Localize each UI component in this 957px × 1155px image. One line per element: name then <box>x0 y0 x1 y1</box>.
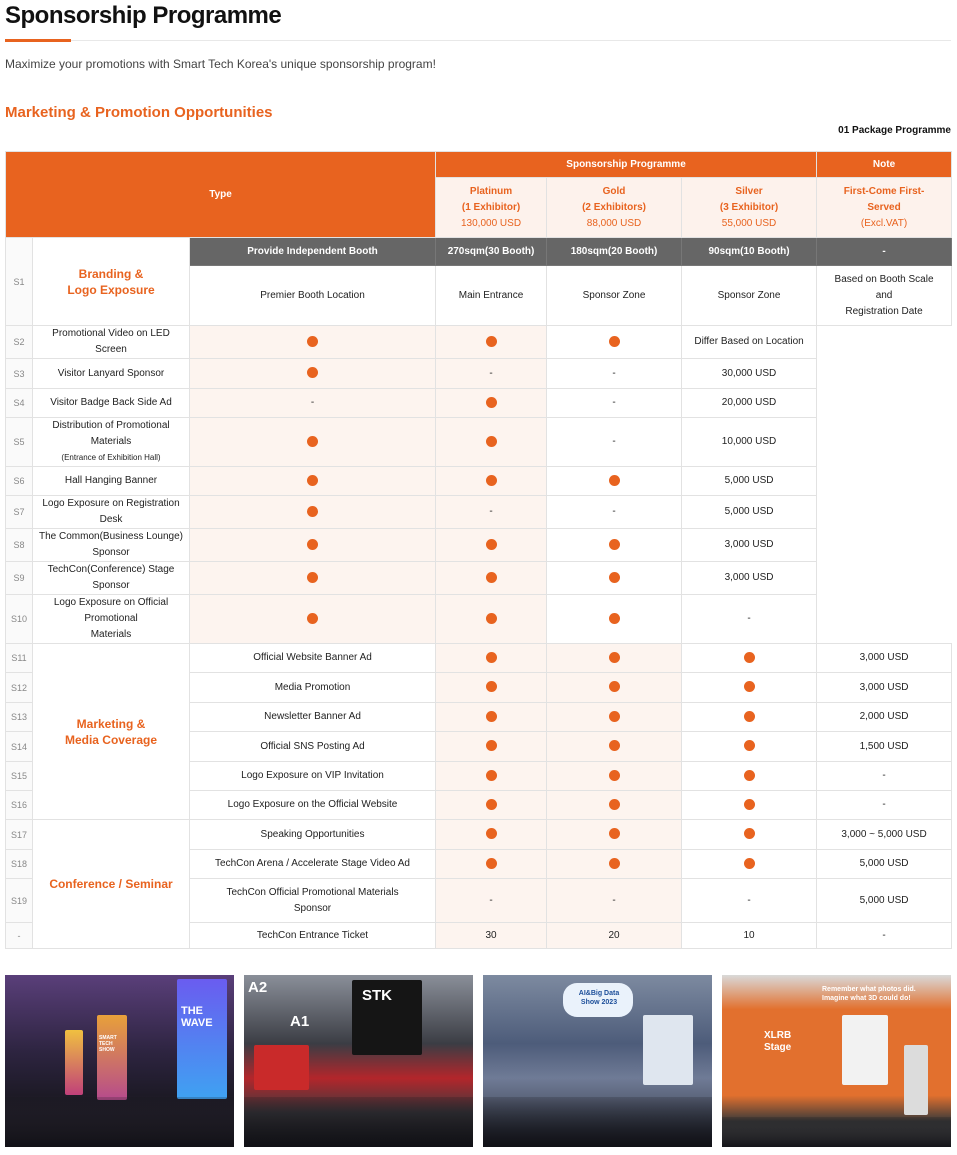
row-code: S5 <box>6 418 33 467</box>
cell-note: Differ Based on Location <box>682 326 817 359</box>
booth-gold: 180sqm(20 Booth) <box>547 238 682 266</box>
included-dot-icon <box>486 336 497 347</box>
included-dot-icon <box>744 828 755 839</box>
cell-gold <box>547 644 682 673</box>
row-item: Premier Booth Location <box>190 266 436 326</box>
row-item: TechCon Official Promotional Materials Sponsor <box>190 879 436 923</box>
row-code: S3 <box>6 359 33 389</box>
cell-silver <box>547 467 682 496</box>
row-code: S4 <box>6 389 33 418</box>
row-item: Official SNS Posting Ad <box>190 732 436 762</box>
row-code: S19 <box>6 879 33 923</box>
included-dot-icon <box>744 770 755 781</box>
table-row <box>6 389 952 418</box>
package-label: 01 Package Programme <box>838 125 951 136</box>
cell-note: - <box>817 791 952 820</box>
cell-silver <box>682 820 817 850</box>
cell-silver <box>547 326 682 359</box>
cell-silver <box>547 529 682 562</box>
cell-gold <box>547 820 682 850</box>
row-item: Promotional Video on LED Screen <box>33 326 190 359</box>
cell-silver: - <box>547 418 682 467</box>
title-accent-bar <box>5 39 71 42</box>
table-row <box>6 529 952 562</box>
included-dot-icon <box>486 539 497 550</box>
programme-header: Sponsorship Programme <box>436 152 817 178</box>
cell-platinum: 30 <box>436 923 547 949</box>
cell-silver <box>682 673 817 703</box>
cell-platinum <box>190 418 436 467</box>
cell-note: 3,000 ~ 5,000 USD <box>817 820 952 850</box>
cell-platinum <box>190 562 436 595</box>
table-row <box>6 326 952 359</box>
included-dot-icon <box>486 436 497 447</box>
included-dot-icon <box>744 652 755 663</box>
cell-silver <box>682 791 817 820</box>
cell-gold: - <box>436 359 547 389</box>
table-row <box>6 562 952 595</box>
cell-silver <box>682 762 817 791</box>
included-dot-icon <box>744 740 755 751</box>
included-dot-icon <box>609 572 620 583</box>
included-dot-icon <box>609 858 620 869</box>
cell-gold <box>436 389 547 418</box>
cell-silver <box>547 562 682 595</box>
led-pillar-shape <box>65 1030 83 1095</box>
cell-note: - <box>817 762 952 791</box>
included-dot-icon <box>744 711 755 722</box>
included-dot-icon <box>609 740 620 751</box>
cell-gold: Sponsor Zone <box>547 266 682 326</box>
cell-silver: - <box>547 389 682 418</box>
included-dot-icon <box>486 740 497 751</box>
included-dot-icon <box>307 475 318 486</box>
photo-sign: A1 <box>290 1013 310 1030</box>
intro-text: Maximize your promotions with Smart Tech Korea's unique sponsorship program! <box>5 57 436 71</box>
booth-note: - <box>817 238 952 266</box>
table-body <box>6 326 952 949</box>
row-item: Logo Exposure on VIP Invitation <box>190 762 436 791</box>
cell-gold: 20 <box>547 923 682 949</box>
included-dot-icon <box>486 652 497 663</box>
photo-sign: AI&Big Data Show 2023 <box>578 990 620 1006</box>
table-row <box>6 359 952 389</box>
note-column-header: First-Come First- Served (Excl.VAT) <box>817 178 952 238</box>
row-code: S10 <box>6 595 33 644</box>
row-item: Official Website Banner Ad <box>190 644 436 673</box>
included-dot-icon <box>486 858 497 869</box>
row-item: Media Promotion <box>190 673 436 703</box>
row-code: S18 <box>6 850 33 879</box>
photo-sign: STK <box>362 987 392 1004</box>
display-shape <box>842 1015 888 1085</box>
row-code: S16 <box>6 791 33 820</box>
cell-platinum <box>190 496 436 529</box>
cell-platinum <box>436 762 547 791</box>
podium-shape <box>904 1045 928 1115</box>
row-item: Visitor Lanyard Sponsor <box>33 359 190 389</box>
cell-note: - <box>817 923 952 949</box>
cell-platinum <box>436 703 547 732</box>
note-header: Note <box>817 152 952 178</box>
photo-strip <box>5 975 951 1147</box>
included-dot-icon <box>609 652 620 663</box>
cell-platinum: Main Entrance <box>436 266 547 326</box>
table-row <box>6 238 952 266</box>
cell-silver <box>682 732 817 762</box>
booth-silver: 90sqm(10 Booth) <box>682 238 817 266</box>
row-item: Visitor Badge Back Side Ad <box>33 389 190 418</box>
cell-platinum: - <box>190 389 436 418</box>
row-item: Hall Hanging Banner <box>33 467 190 496</box>
cell-note: 5,000 USD <box>817 850 952 879</box>
exhibition-entrance-photo <box>244 975 473 1147</box>
type-header: Type <box>6 152 436 238</box>
photo-sign: SMART TECH SHOW <box>99 1035 117 1053</box>
sponsorship-table <box>5 151 952 949</box>
cell-gold <box>436 467 547 496</box>
table-row <box>6 418 952 467</box>
included-dot-icon <box>307 436 318 447</box>
cell-note: 10,000 USD <box>682 418 817 467</box>
table-row <box>6 595 952 644</box>
included-dot-icon <box>744 858 755 869</box>
cell-platinum <box>436 791 547 820</box>
row-item: TechCon(Conference) Stage Sponsor <box>33 562 190 595</box>
included-dot-icon <box>609 613 620 624</box>
row-item: Newsletter Banner Ad <box>190 703 436 732</box>
included-dot-icon <box>486 613 497 624</box>
row-code: S13 <box>6 703 33 732</box>
cell-silver: - <box>682 879 817 923</box>
cell-note: 2,000 USD <box>817 703 952 732</box>
row-code: S9 <box>6 562 33 595</box>
included-dot-icon <box>307 572 318 583</box>
cell-note: 3,000 USD <box>817 644 952 673</box>
cell-note: 20,000 USD <box>682 389 817 418</box>
included-dot-icon <box>307 539 318 550</box>
row-code: S14 <box>6 732 33 762</box>
included-dot-icon <box>486 799 497 810</box>
cell-silver: Sponsor Zone <box>682 266 817 326</box>
included-dot-icon <box>744 799 755 810</box>
led-pillar-shape <box>97 1015 127 1100</box>
cell-gold <box>436 418 547 467</box>
included-dot-icon <box>609 770 620 781</box>
included-dot-icon <box>609 799 620 810</box>
table-row <box>6 820 952 850</box>
cell-gold <box>547 762 682 791</box>
row-item: Speaking Opportunities <box>190 820 436 850</box>
row-code: S6 <box>6 467 33 496</box>
photo-sign: THE WAVE <box>181 1005 213 1029</box>
cell-note: 5,000 USD <box>817 879 952 923</box>
row-item: Logo Exposure on Registration Desk <box>33 496 190 529</box>
cell-silver: 10 <box>682 923 817 949</box>
table-row <box>6 496 952 529</box>
crowd-shape <box>244 1097 473 1147</box>
cell-note: Based on Booth Scale and Registration Date <box>817 266 952 326</box>
included-dot-icon <box>486 770 497 781</box>
row-item: Distribution of Promotional Materials (Entrance of Exhibition Hall) <box>33 418 190 467</box>
included-dot-icon <box>609 681 620 692</box>
led-screen-shape <box>177 979 227 1099</box>
row-code: S15 <box>6 762 33 791</box>
row-code: S2 <box>6 326 33 359</box>
title-divider <box>5 40 951 41</box>
crowd-shape <box>5 1097 234 1147</box>
cell-platinum <box>190 359 436 389</box>
cell-platinum <box>436 673 547 703</box>
cell-gold <box>436 326 547 359</box>
cell-silver <box>547 595 682 644</box>
included-dot-icon <box>609 828 620 839</box>
booth-label: Provide Independent Booth <box>190 238 436 266</box>
cell-note: 3,000 USD <box>682 529 817 562</box>
included-dot-icon <box>609 475 620 486</box>
cell-silver <box>682 644 817 673</box>
cell-platinum <box>436 820 547 850</box>
group-branding: Branding & Logo Exposure <box>33 238 190 326</box>
cell-note: 3,000 USD <box>682 562 817 595</box>
included-dot-icon <box>486 681 497 692</box>
tier-platinum: Platinum (1 Exhibitor) 130,000 USD <box>436 178 547 238</box>
included-dot-icon <box>609 711 620 722</box>
row-code: S17 <box>6 820 33 850</box>
exhibition-hall-photo <box>483 975 712 1147</box>
booth-wall-shape <box>643 1015 693 1085</box>
group-marketing: Marketing & Media Coverage <box>33 644 190 820</box>
row-item: Logo Exposure on the Official Website <box>190 791 436 820</box>
cell-gold <box>547 732 682 762</box>
cell-platinum <box>190 467 436 496</box>
row-code: S11 <box>6 644 33 673</box>
exhibition-crowd-photo <box>5 975 234 1147</box>
booth-platinum: 270sqm(30 Booth) <box>436 238 547 266</box>
included-dot-icon <box>609 539 620 550</box>
cell-note: 5,000 USD <box>682 467 817 496</box>
cell-gold <box>547 850 682 879</box>
included-dot-icon <box>486 828 497 839</box>
cell-gold: - <box>436 496 547 529</box>
cell-platinum <box>190 595 436 644</box>
cell-note: 1,500 USD <box>817 732 952 762</box>
row-item: The Common(Business Lounge) Sponsor <box>33 529 190 562</box>
cell-note: 30,000 USD <box>682 359 817 389</box>
table-row <box>6 644 952 673</box>
cell-gold <box>547 673 682 703</box>
stage-speaker-photo <box>722 975 951 1147</box>
row-item: TechCon Entrance Ticket <box>190 923 436 949</box>
cell-platinum <box>190 326 436 359</box>
section-title: Marketing & Promotion Opportunities <box>5 104 273 121</box>
red-booth-shape <box>254 1045 309 1090</box>
included-dot-icon <box>486 475 497 486</box>
cell-platinum <box>436 850 547 879</box>
cell-platinum: - <box>436 879 547 923</box>
cell-silver: - <box>547 359 682 389</box>
row-code: S12 <box>6 673 33 703</box>
row-code: - <box>6 923 33 949</box>
cell-gold <box>547 703 682 732</box>
table-row <box>6 467 952 496</box>
crowd-shape <box>483 1097 712 1147</box>
row-item: Logo Exposure on Official Promotional Materials <box>33 595 190 644</box>
included-dot-icon <box>307 506 318 517</box>
tier-silver: Silver (3 Exhibitor) 55,000 USD <box>682 178 817 238</box>
cell-silver: - <box>547 496 682 529</box>
cell-note: - <box>682 595 817 644</box>
cell-gold: - <box>547 879 682 923</box>
photo-sign: XLRB Stage <box>764 1030 792 1053</box>
included-dot-icon <box>307 367 318 378</box>
cell-note: 3,000 USD <box>817 673 952 703</box>
included-dot-icon <box>744 681 755 692</box>
cell-note: 5,000 USD <box>682 496 817 529</box>
cell-gold <box>547 791 682 820</box>
photo-sign: A2 <box>248 979 268 996</box>
row-code: S1 <box>6 238 33 326</box>
audience-shape <box>722 1117 951 1147</box>
cell-silver <box>682 850 817 879</box>
cell-platinum <box>436 732 547 762</box>
included-dot-icon <box>609 336 620 347</box>
page-title: Sponsorship Programme <box>5 2 282 29</box>
cell-platinum <box>436 644 547 673</box>
included-dot-icon <box>486 711 497 722</box>
included-dot-icon <box>307 336 318 347</box>
group-conference: Conference / Seminar <box>33 820 190 949</box>
cell-gold <box>436 562 547 595</box>
row-item: TechCon Arena / Accelerate Stage Video Ad <box>190 850 436 879</box>
cell-gold <box>436 595 547 644</box>
included-dot-icon <box>486 572 497 583</box>
included-dot-icon <box>307 613 318 624</box>
row-code: S8 <box>6 529 33 562</box>
cell-platinum <box>190 529 436 562</box>
tier-gold: Gold (2 Exhibitors) 88,000 USD <box>547 178 682 238</box>
included-dot-icon <box>486 397 497 408</box>
photo-sign: Remember what photos did. Imagine what 3D could do! <box>822 986 916 1002</box>
cell-silver <box>682 703 817 732</box>
cell-gold <box>436 529 547 562</box>
row-code: S7 <box>6 496 33 529</box>
